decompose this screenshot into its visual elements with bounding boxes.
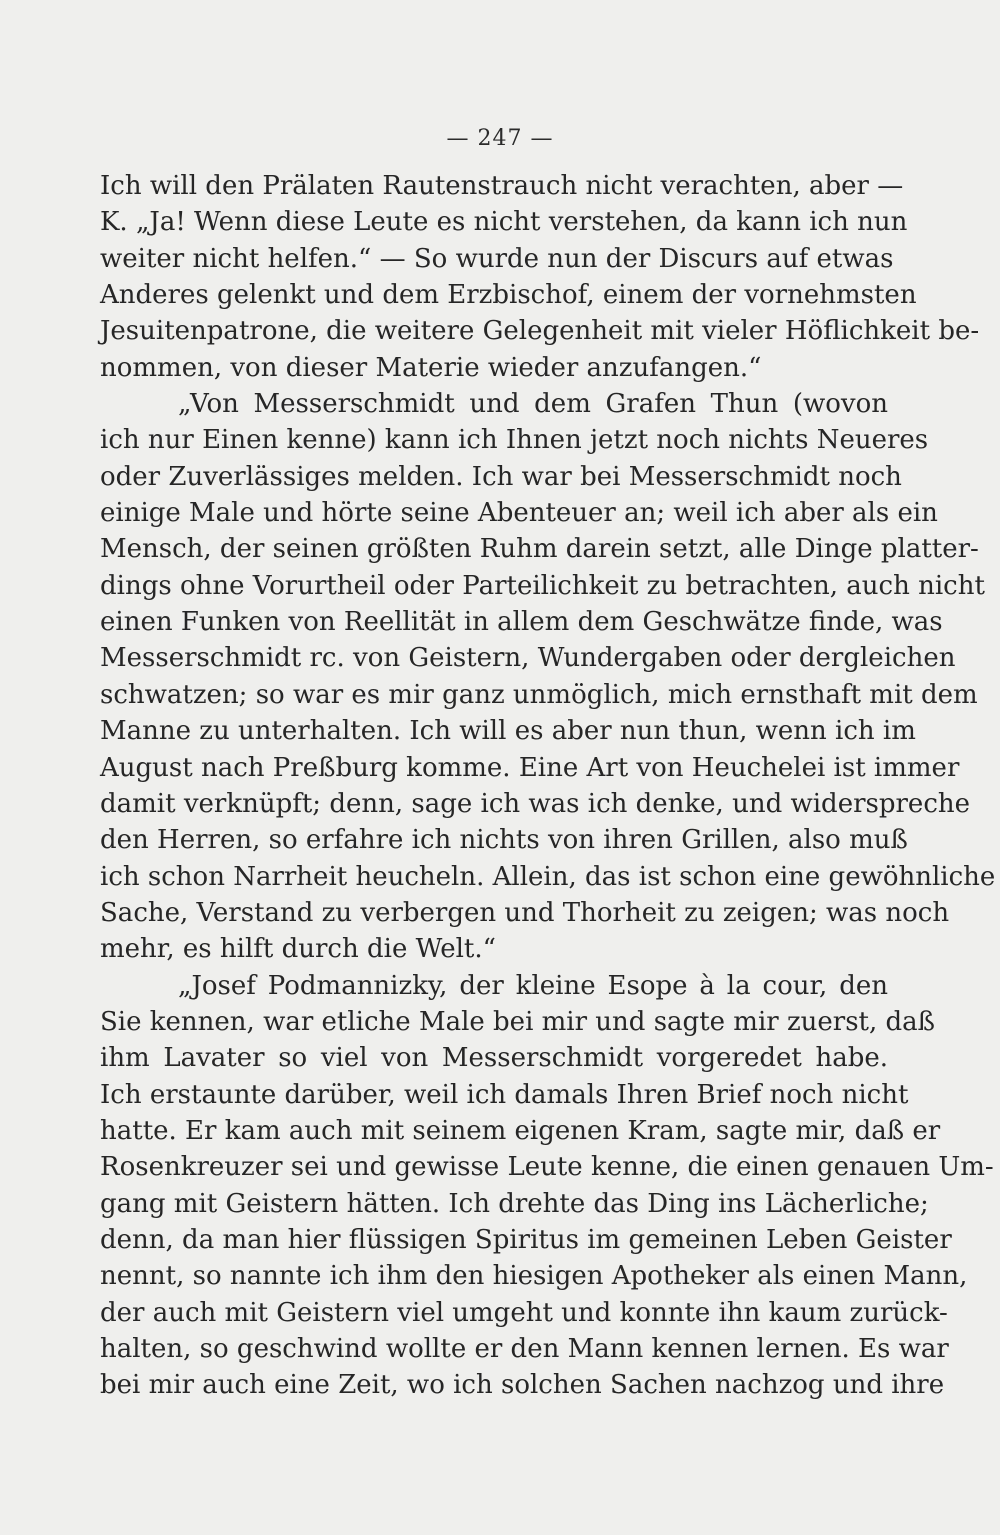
text-line: Anderes gelenkt und dem Erzbischof, einem der vornehmsten (100, 280, 917, 311)
text-line: Rosenkreuzer sei und gewisse Leute kenne, die einen genauen Um- (100, 1152, 994, 1183)
text-line: Jesuitenpatrone, die weitere Gelegenheit mit vieler Höflichkeit be- (100, 316, 980, 347)
text-line: ich schon Narrheit heucheln. Allein, das ist schon eine gewöhnliche (100, 861, 996, 892)
text-line: schwatzen; so war es mir ganz unmöglich, mich ernsthaft mit dem (100, 679, 978, 710)
text-line: damit verknüpft; denn, sage ich was ich denke, und widerspreche (100, 788, 971, 819)
text-line: Manne zu unterhalten. Ich will es aber nun thun, wenn ich im (100, 716, 916, 747)
text-line: hatte. Er kam auch mit seinem eigenen Kram, sagte mir, daß er (100, 1115, 941, 1146)
text-line: oder Zuverlässiges melden. Ich war bei Messerschmidt noch (100, 461, 902, 492)
text-line: einen Funken von Reellität in allem dem Geschwätze finde, was (100, 607, 943, 638)
text-line: nennt, so nannte ich ihm den hiesigen Apotheker als einen Mann, (100, 1261, 968, 1292)
text-line: August nach Preßburg komme. Eine Art von Heuchelei ist immer (100, 752, 960, 783)
text-line: einige Male und hörte seine Abenteuer an; weil ich aber als ein (100, 498, 938, 529)
text-line: bei mir auch eine Zeit, wo ich solchen Sachen nachzog und ihre (100, 1370, 945, 1401)
text-line: Sache, Verstand zu verbergen und Thorheit zu zeigen; was noch (100, 897, 950, 928)
text-line: mehr, es hilft durch die Welt.“ (100, 934, 496, 965)
text-line: „Von Messerschmidt und dem Grafen Thun (wovon (178, 389, 888, 420)
text-line: ihm Lavater so viel von Messerschmidt vorgeredet habe. (100, 1043, 888, 1074)
text-line: halten, so geschwind wollte er den Mann kennen lernen. Es war (100, 1334, 949, 1364)
text-line: den Herren, so erfahre ich nichts von ihren Grillen, also muß (100, 825, 908, 856)
text-line: gang mit Geistern hätten. Ich drehte das Ding ins Lächerliche; (100, 1188, 929, 1219)
text-line: der auch mit Geistern viel umgeht und konnte ihn kaum zurück- (100, 1297, 948, 1328)
page-number: — 247 — (446, 126, 554, 151)
text-line: „Josef Podmannizky, der kleine Esope à la cour, den (178, 970, 888, 1001)
text-line: Sie kennen, war etliche Male bei mir und sagte mir zuerst, daß (100, 1006, 936, 1037)
text-line: ich nur Einen kenne) kann ich Ihnen jetzt noch nichts Neueres (100, 425, 929, 456)
text-line: Messerschmidt rc. von Geistern, Wundergaben oder dergleichen (100, 643, 956, 674)
text-line: Ich erstaunte darüber, weil ich damals Ihren Brief noch nicht (100, 1079, 909, 1110)
text-line: dings ohne Vorurtheil oder Parteilichkeit zu betrachten, auch nicht (100, 570, 985, 601)
text-line: nommen, von dieser Materie wieder anzufangen.“ (100, 352, 762, 383)
body-text (100, 168, 996, 1404)
text-line: Mensch, der seinen größten Ruhm darein setzt, alle Dinge platter- (100, 534, 979, 565)
text-line: weiter nicht helfen.“ — So wurde nun der Discurs auf etwas (100, 243, 894, 274)
text-line: denn, da man hier flüssigen Spiritus im gemeinen Leben Geister (100, 1224, 952, 1255)
text-line: Ich will den Prälaten Rautenstrauch nicht verachten, aber — (100, 171, 904, 201)
text-line: K. „Ja! Wenn diese Leute es nicht verstehen, da kann ich nun (100, 207, 908, 238)
